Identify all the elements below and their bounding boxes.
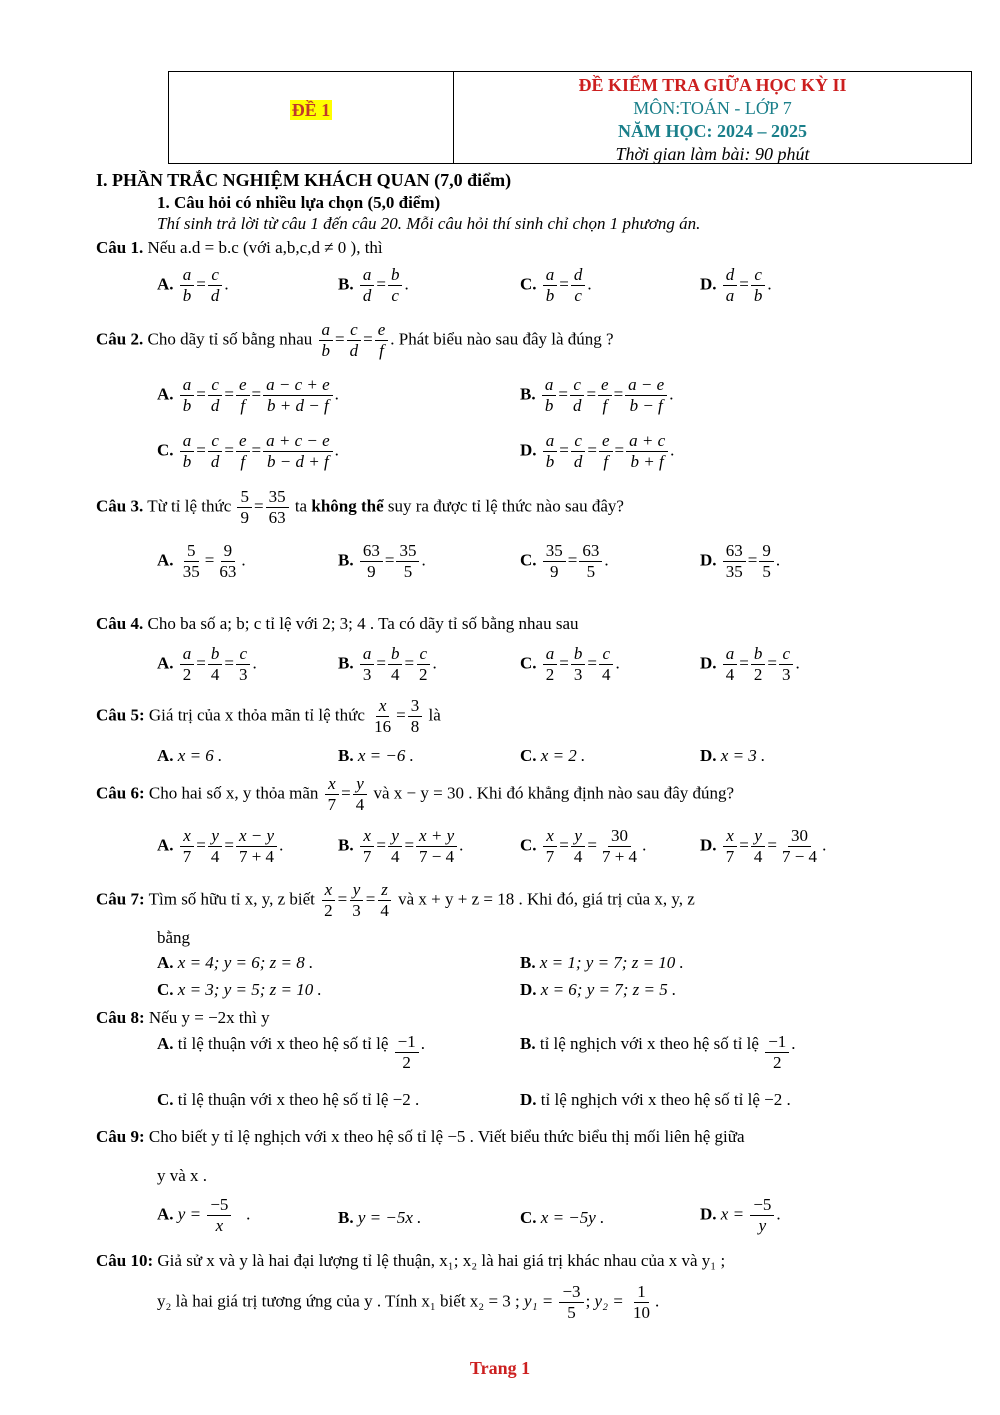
part-title: 1. Câu hỏi có nhiều lựa chọn (5,0 điểm) [157, 193, 441, 212]
question-10: Câu 10: Giả sử x và y là hai đại lượng tỉ lệ thuận, x₁; x₂ là hai giá trị khác nhau của x và y₁ ; [96, 1251, 726, 1270]
question-2: Câu 2. Cho dãy tỉ số bằng nhau $\frac{a}{b}$ = $\frac{c}{d}$ = $\frac{e}{f}$ . Phát biểu nào sau đây là đúng ? [96, 320, 614, 360]
exam-code-cell [169, 72, 454, 163]
exam-code: ĐỀ 1 [291, 100, 331, 120]
exam-time: Thời gian làm bài: 90 phút [615, 144, 810, 164]
q8-option-a[interactable]: A. tỉ lệ thuận với x theo hệ số tỉ lệ $\frac{-1}{2}$ . [157, 1032, 425, 1072]
exam-title: ĐỀ KIỂM TRA GIỮA HỌC KỲ II [578, 75, 847, 95]
question-7: Câu 7: Tìm số hữu tỉ x, y, z biết $\frac{x}{2}$ = $\frac{y}{3}$ = $\frac{z}{4}$ và x + y + z = 18 . Khi đó, giá trị của x, y, z [96, 880, 695, 920]
q2-option-a[interactable]: A. $\frac{a}{b}$ = $\frac{c}{d}$ = $\frac{e}{f}$ = $\frac{a - c + e}{b + d - f}$ . [157, 375, 339, 415]
q1-option-b[interactable]: B. $\frac{a}{d}$ = $\frac{b}{c}$ . [338, 265, 409, 305]
q6-option-c[interactable]: C. $\frac{x}{7}$ = $\frac{y}{4}$ = $\frac{30}{7 + 4}$ . [520, 826, 647, 866]
q1-option-d[interactable]: D. $\frac{d}{a}$ = $\frac{c}{b}$ . [700, 265, 772, 305]
q1-option-c[interactable]: C. $\frac{a}{b}$ = $\frac{d}{c}$ . [520, 265, 592, 305]
q6-option-a[interactable]: A. $\frac{x}{7}$ = $\frac{y}{4}$ = $\frac{x - y}{7 + 4}$ . [157, 826, 284, 866]
question-8: Câu 8: Nếu y = −2x thì y [96, 1008, 270, 1027]
question-9: Câu 9: Cho biết y tỉ lệ nghịch với x theo hệ số tỉ lệ −5 . Viết biểu thức biểu thị mối liên hệ giữa [96, 1127, 745, 1146]
question-6: Câu 6: Cho hai số x, y thỏa mãn $\frac{x}{7}$ = $\frac{y}{4}$ và x − y = 30 . Khi đó khẳng định nào sau đây đúng? [96, 774, 735, 814]
q1-option-a[interactable]: A. $\frac{a}{b}$ = $\frac{c}{d}$ . [157, 265, 229, 305]
q3-option-a[interactable]: A. $\frac{5}{35}$ = $\frac{9}{63}$ . [157, 541, 246, 581]
q4-option-a[interactable]: A. $\frac{a}{2}$ = $\frac{b}{4}$ = $\frac{c}{3}$ . [157, 644, 257, 684]
section-title: I. PHẦN TRẮC NGHIỆM KHÁCH QUAN (7,0 điểm) [96, 170, 512, 190]
question-1: Câu 1. Nếu a.d = b.c (với a,b,c,d ≠ 0 ), thì [96, 238, 383, 257]
q4-option-b[interactable]: B. $\frac{a}{3}$ = $\frac{b}{4}$ = $\frac{c}{2}$ . [338, 644, 437, 684]
instruction: Thí sinh trả lời từ câu 1 đến câu 20. Mỗi câu hỏi thí sinh chỉ chọn 1 phương án. [157, 214, 701, 233]
question-9-cont: y và x . [157, 1166, 208, 1185]
q7-option-d[interactable]: D. x = 6; y = 7; z = 5 . [520, 980, 677, 999]
q7-option-a[interactable]: A. x = 4; y = 6; z = 8 . [157, 953, 314, 972]
q3-option-c[interactable]: C. $\frac{35}{9}$ = $\frac{63}{5}$ . [520, 541, 609, 581]
q8-option-b[interactable]: B. tỉ lệ nghịch với x theo hệ số tỉ lệ $\frac{-1}{2}$ . [520, 1032, 796, 1072]
question-10-cont: y₂ là hai giá trị tương ứng của y . Tính x₁ biết x₂ = 3 ; y₁ = $\frac{-3}{5}$ ; y₂ = $\frac{1}{10}$ . [157, 1282, 660, 1322]
q5-option-a[interactable]: A. x = 6 . [157, 746, 223, 765]
q6-option-d[interactable]: D. $\frac{x}{7}$ = $\frac{y}{4}$ = $\frac{30}{7 - 4}$ . [700, 826, 827, 866]
question-3: Câu 3. Từ tỉ lệ thức $\frac{5}{9}$ = $\frac{35}{63}$ ta không thể suy ra được tỉ lệ thức nào sau đây? [96, 487, 624, 527]
question-7-cont: bằng [157, 928, 191, 947]
q8-option-c[interactable]: C. tỉ lệ thuận với x theo hệ số tỉ lệ −2 . [157, 1090, 420, 1109]
q9-option-a[interactable]: A. y = $\frac{-5}{x}$ . [157, 1195, 251, 1235]
q7-option-c[interactable]: C. x = 3; y = 5; z = 10 . [157, 980, 322, 999]
q2-option-b[interactable]: B. $\frac{a}{b}$ = $\frac{c}{d}$ = $\frac{e}{f}$ = $\frac{a - e}{b - f}$ . [520, 375, 674, 415]
q6-option-b[interactable]: B. $\frac{x}{7}$ = $\frac{y}{4}$ = $\frac{x + y}{7 - 4}$ . [338, 826, 464, 866]
exam-header [168, 71, 972, 164]
q3-option-d[interactable]: D. $\frac{63}{35}$ = $\frac{9}{5}$ . [700, 541, 781, 581]
exam-info-cell [454, 72, 971, 163]
q5-option-d[interactable]: D. x = 3 . [700, 746, 766, 765]
q2-option-c[interactable]: C. $\frac{a}{b}$ = $\frac{c}{d}$ = $\frac{e}{f}$ = $\frac{a + c - e}{b - d + f}$ . [157, 431, 339, 471]
q9-option-c[interactable]: C. x = −5y . [520, 1208, 605, 1227]
q4-option-d[interactable]: D. $\frac{a}{4}$ = $\frac{b}{2}$ = $\frac{c}{3}$ . [700, 644, 800, 684]
exam-subject: MÔN:TOÁN - LỚP 7 [633, 98, 792, 118]
q2-option-d[interactable]: D. $\frac{a}{b}$ = $\frac{c}{d}$ = $\frac{e}{f}$ = $\frac{a + c}{b + f}$ . [520, 431, 675, 471]
exam-year: NĂM HỌC: 2024 – 2025 [618, 121, 807, 141]
q5-option-b[interactable]: B. x = −6 . [338, 746, 414, 765]
question-5: Câu 5: Giá trị của x thỏa mãn tỉ lệ thức $\frac{x}{16}$ = $\frac{3}{8}$ là [96, 696, 441, 736]
question-4: Câu 4. Cho ba số a; b; c tỉ lệ với 2; 3; 4 . Ta có dãy tỉ số bằng nhau sau [96, 614, 579, 633]
q9-option-d[interactable]: D. x = $\frac{-5}{y}$ . [700, 1195, 781, 1235]
q7-option-b[interactable]: B. x = 1; y = 7; z = 10 . [520, 953, 684, 972]
q8-option-d[interactable]: D. tỉ lệ nghịch với x theo hệ số tỉ lệ −2 . [520, 1090, 791, 1109]
q5-option-c[interactable]: C. x = 2 . [520, 746, 586, 765]
q9-option-b[interactable]: B. y = −5x . [338, 1208, 422, 1227]
page-number: Trang 1 [469, 1358, 531, 1378]
q3-option-b[interactable]: B. $\frac{63}{9}$ = $\frac{35}{5}$ . [338, 541, 426, 581]
q4-option-c[interactable]: C. $\frac{a}{2}$ = $\frac{b}{3}$ = $\frac{c}{4}$ . [520, 644, 620, 684]
